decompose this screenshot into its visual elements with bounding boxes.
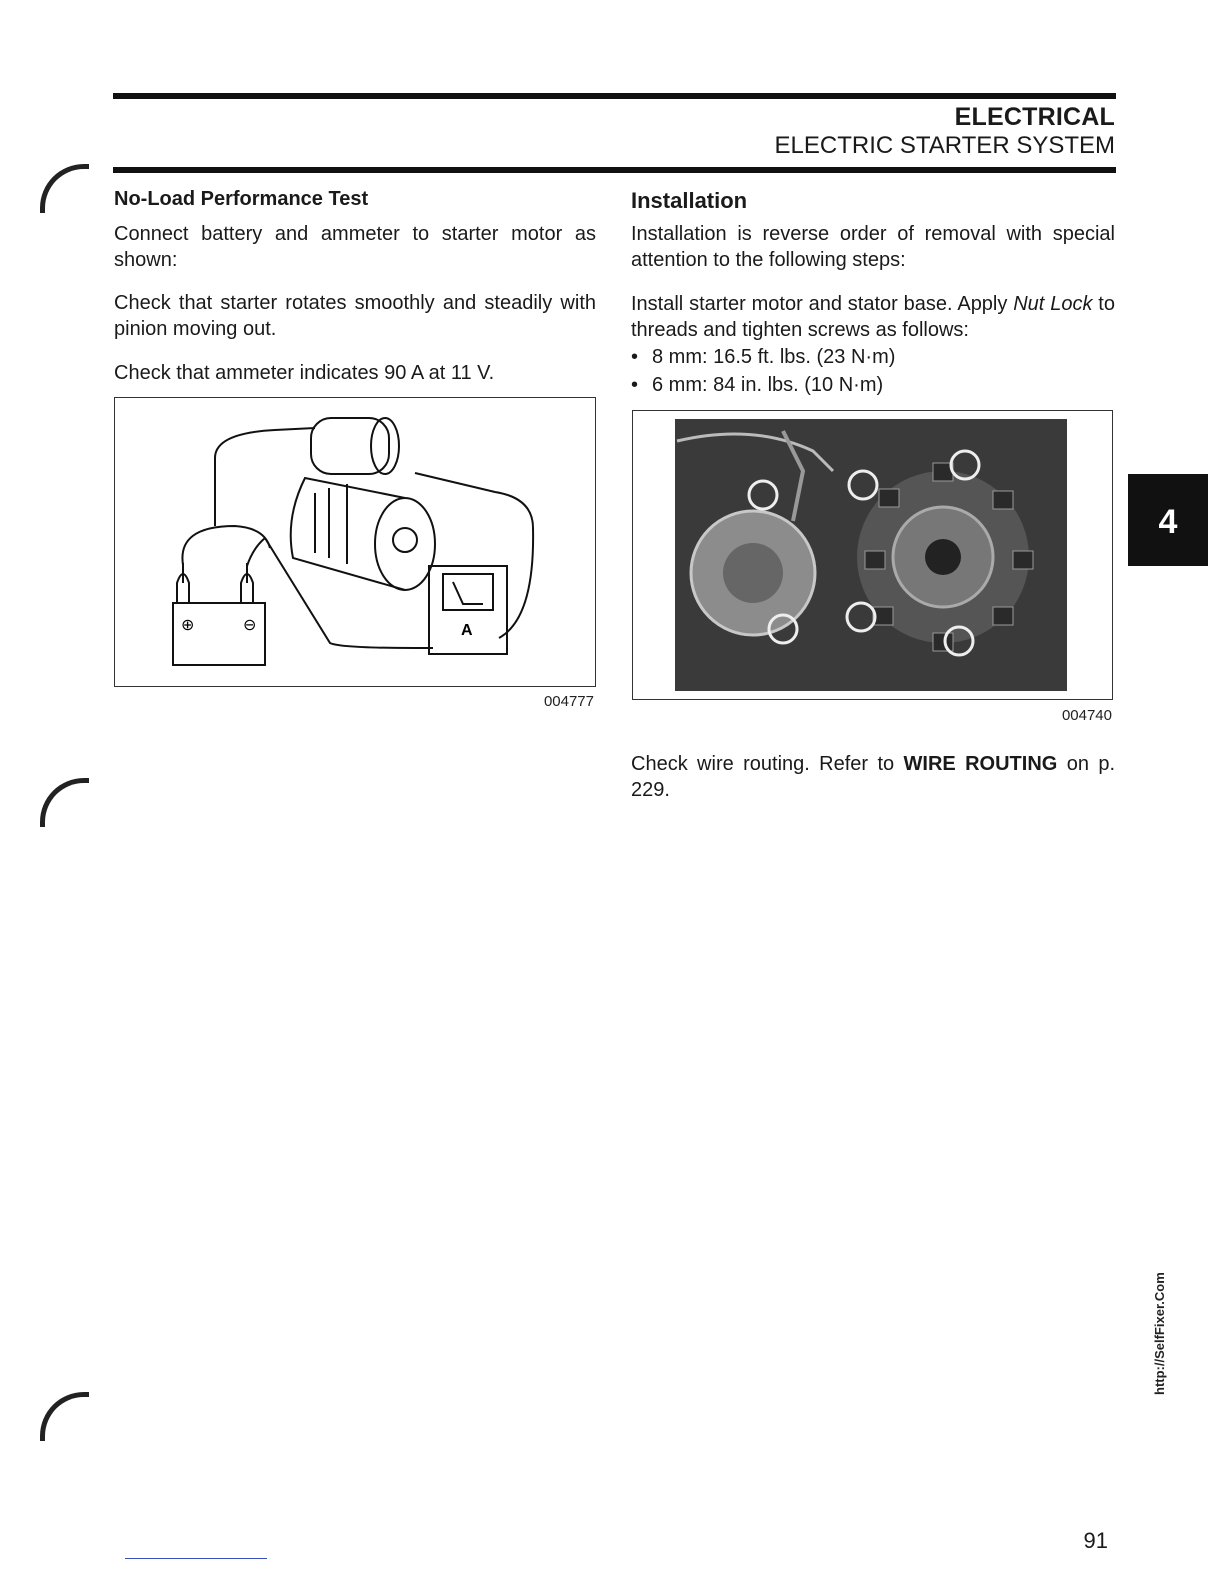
binder-hole-mark — [40, 778, 89, 827]
section-title: ELECTRICAL — [954, 103, 1115, 131]
torque-item-6mm: • 6 mm: 84 in. lbs. (10 N·m) — [631, 371, 1115, 399]
torque-list — [631, 343, 1115, 399]
left-para-3: Check that ammeter indicates 90 A at 11 V. — [114, 362, 495, 384]
stator-photo-figure — [632, 410, 1113, 700]
page-number: 91 — [1083, 1528, 1108, 1553]
starter-test-diagram — [115, 398, 595, 686]
battery-negative-label: ⊖ — [243, 615, 257, 634]
left-para-2: Check that starter rotates smoothly and steadily with pinion moving out. — [114, 292, 596, 340]
header-top-rule — [113, 93, 1116, 99]
chapter-tab: 4 — [1128, 474, 1208, 566]
right-para-3: Check wire routing. Refer to WIRE ROUTING on p. 229. — [631, 753, 1115, 801]
right-para-1: Installation is reverse order of removal with special attention to the following steps: — [631, 223, 1115, 271]
footer-mark-line — [125, 1558, 267, 1559]
source-url: http://SelfFixer.Com — [1152, 1272, 1167, 1395]
torque-item-8mm: • 8 mm: 16.5 ft. lbs. (23 N·m) — [631, 343, 1115, 371]
stator-photo — [633, 411, 1112, 699]
left-para-1: Connect battery and ammeter to starter motor as shown: — [114, 223, 596, 271]
binder-hole-mark — [40, 1392, 89, 1441]
ammeter-label: A — [461, 622, 473, 639]
right-para-2: Install starter motor and stator base. Apply Nut Lock to threads and tighten screws as follows: — [631, 293, 1115, 341]
figure-code-left: 004777 — [543, 693, 594, 710]
starter-test-figure — [114, 397, 596, 687]
battery-positive-label: ⊕ — [181, 615, 195, 634]
battery — [173, 603, 265, 665]
subsection-title: ELECTRIC STARTER SYSTEM — [774, 132, 1115, 159]
figure-code-right: 004740 — [1061, 707, 1112, 724]
binder-hole-mark — [40, 164, 89, 213]
header-bottom-rule — [113, 167, 1116, 173]
installation-heading: Installation — [631, 188, 748, 213]
no-load-test-heading: No-Load Performance Test — [114, 188, 369, 210]
